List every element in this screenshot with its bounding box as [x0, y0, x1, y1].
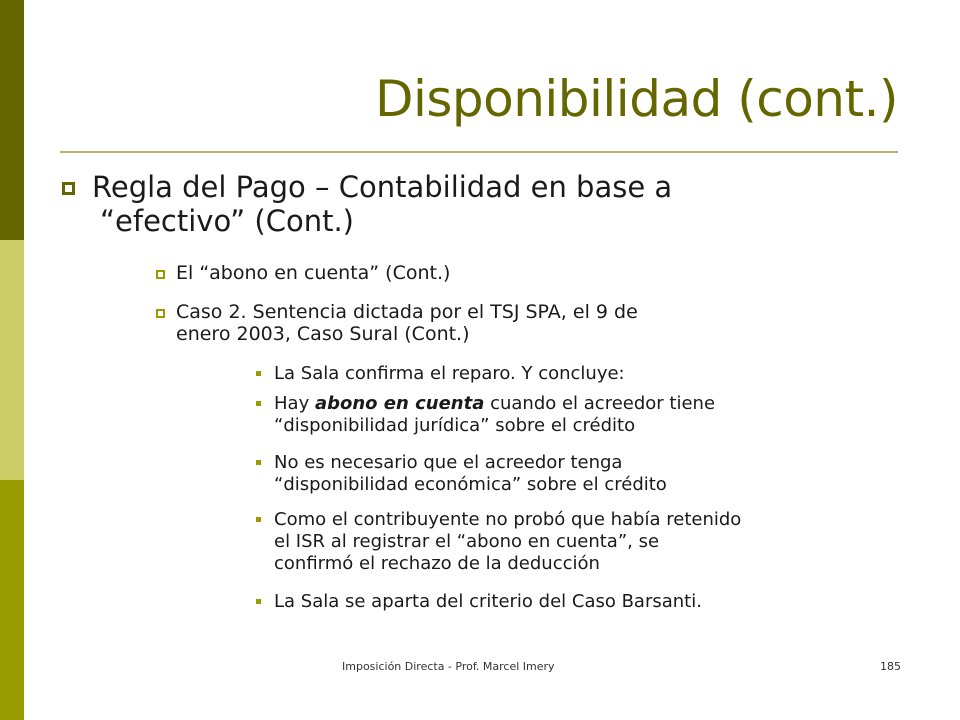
bullet-level3-barsanti	[256, 591, 916, 613]
footer-text: Imposición Directa - Prof. Marcel Imery	[342, 660, 555, 673]
bullet-level3-text: La Sala confirma el reparo. Y concluye:	[274, 363, 625, 384]
square-bullet-icon	[256, 371, 261, 376]
page-number: 185	[880, 660, 901, 673]
bullet-level3-text: La Sala se aparta del criterio del Caso Barsanti.	[274, 591, 702, 612]
bullet-level1	[62, 170, 892, 238]
title-divider	[60, 151, 898, 153]
emphasis-text: abono en cuenta	[314, 393, 485, 414]
bullet-level3-contribuyente	[256, 509, 916, 575]
square-bullet-icon	[256, 460, 261, 465]
bullet-level3-confirma	[256, 363, 916, 385]
bullet-level3-line2: el ISR al registrar el “abono en cuenta”, se	[274, 531, 660, 552]
hollow-square-bullet-icon	[156, 270, 165, 279]
bullet-level2-line2: enero 2003, Caso Sural (Cont.)	[176, 323, 470, 345]
hollow-square-bullet-icon	[62, 182, 75, 195]
left-band-middle	[0, 240, 24, 480]
square-bullet-icon	[256, 517, 261, 522]
bullet-level1-line2: “efectivo” (Cont.)	[100, 204, 354, 238]
bullet-level2-line1: Caso 2. Sentencia dictada por el TSJ SPA, el 9 de	[176, 301, 638, 323]
square-bullet-icon	[256, 401, 261, 406]
bullet-level3-line3: confirmó el rechazo de la deducción	[274, 553, 600, 574]
hollow-square-bullet-icon	[156, 309, 165, 318]
left-band-top	[0, 0, 24, 240]
bullet-level1-text	[92, 170, 892, 238]
bullet-level3-no-necesario	[256, 452, 916, 496]
bullet-level2-text: El “abono en cuenta” (Cont.)	[176, 262, 451, 284]
bullet-level3-line1: Como el contribuyente no probó que había retenido	[274, 509, 742, 530]
bullet-level3-text	[274, 452, 916, 496]
bullet-level3-hay-abono	[256, 393, 916, 437]
bullet-level3-text	[274, 393, 916, 437]
bullet-level3-line1: Hay abono en cuenta cuando el acreedor tiene	[274, 393, 716, 414]
bullet-level1-line1: Regla del Pago – Contabilidad en base a	[92, 170, 673, 204]
square-bullet-icon	[256, 599, 261, 604]
bullet-level3-line2: “disponibilidad jurídica” sobre el crédito	[274, 415, 636, 436]
bullet-level3-line2: “disponibilidad económica” sobre el crédito	[274, 474, 667, 495]
bullet-level2-text	[176, 301, 886, 345]
slide-title: Disponibilidad (cont.)	[374, 70, 898, 128]
bullet-level2-abono	[156, 262, 886, 284]
bullet-level3-text	[274, 509, 916, 575]
bullet-level3-line1: No es necesario que el acreedor tenga	[274, 452, 623, 473]
bullet-level2-caso	[156, 301, 886, 345]
left-band-bottom	[0, 480, 24, 720]
